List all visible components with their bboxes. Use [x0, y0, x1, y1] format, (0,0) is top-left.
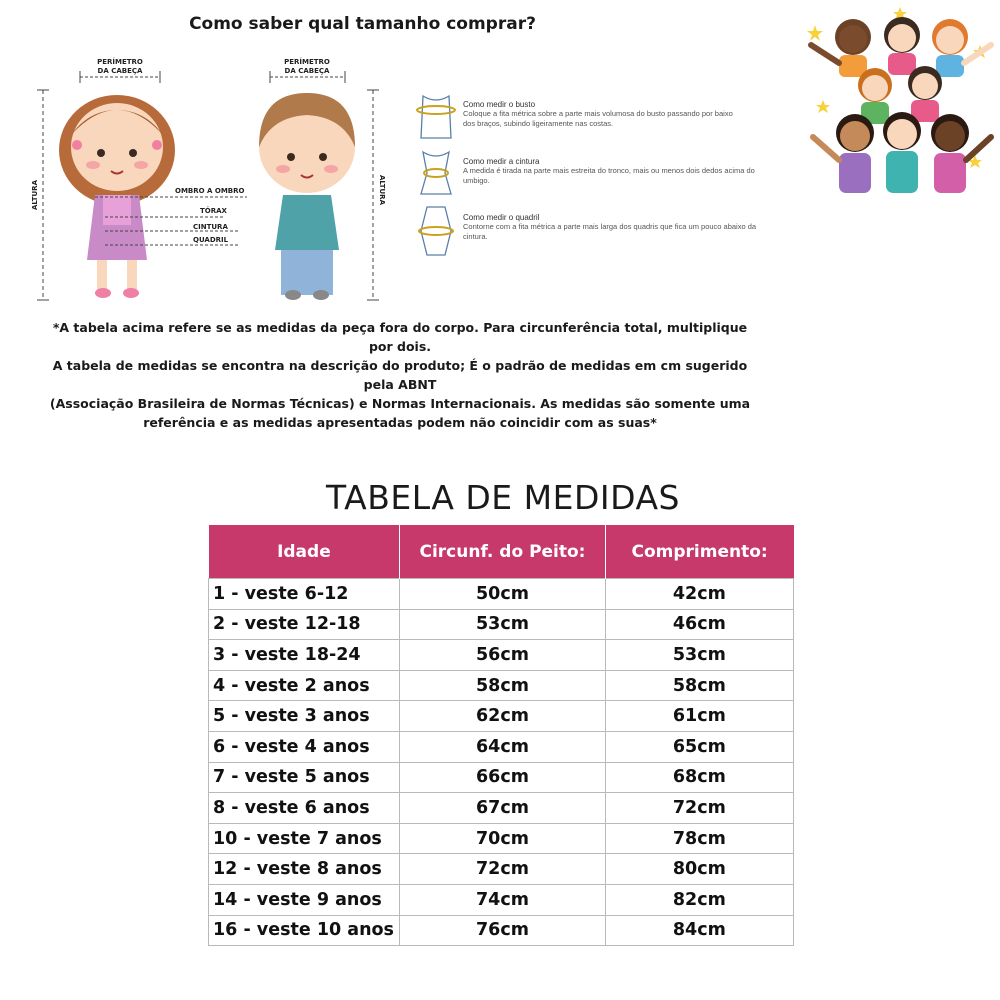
tip-hip-title: Como medir o quadril: [463, 213, 540, 222]
table-row: [209, 731, 794, 762]
bust-measure-icon: [415, 92, 457, 142]
cell-length: 72cm: [605, 793, 793, 824]
chest-label: TÓRAX: [200, 207, 227, 215]
cell-chest: 70cm: [400, 823, 605, 854]
girl-head-label: PERÍMETRO: [97, 58, 143, 66]
disclaimer-note: [40, 318, 760, 432]
waist-measure-icon: [415, 148, 457, 198]
cheering-kids-illustration: [805, 5, 995, 200]
table-row: [209, 915, 794, 946]
table-row: [209, 823, 794, 854]
table-row: [209, 793, 794, 824]
table-row: [209, 579, 794, 610]
table-row: [209, 884, 794, 915]
page-title: Como saber qual tamanho comprar?: [189, 14, 536, 34]
cell-age: 6 - veste 4 anos: [209, 731, 400, 762]
table-row: [209, 640, 794, 671]
header-chest: Circunf. do Peito:: [400, 525, 605, 579]
header-length: Comprimento:: [605, 525, 793, 579]
table-header-row: [209, 525, 794, 579]
cell-age: 7 - veste 5 anos: [209, 762, 400, 793]
cell-age: 14 - veste 9 anos: [209, 884, 400, 915]
hip-measure-icon: [415, 203, 457, 258]
cell-length: 61cm: [605, 701, 793, 732]
cell-chest: 53cm: [400, 609, 605, 640]
cell-chest: 67cm: [400, 793, 605, 824]
cell-length: 82cm: [605, 884, 793, 915]
cell-age: 4 - veste 2 anos: [209, 670, 400, 701]
cell-age: 8 - veste 6 anos: [209, 793, 400, 824]
table-row: [209, 854, 794, 885]
cell-age: 1 - veste 6-12: [209, 579, 400, 610]
table-row: [209, 762, 794, 793]
waist-label: CINTURA: [193, 223, 228, 231]
cell-age: 5 - veste 3 anos: [209, 701, 400, 732]
table-row: [209, 701, 794, 732]
cell-chest: 50cm: [400, 579, 605, 610]
cell-length: 53cm: [605, 640, 793, 671]
cell-chest: 66cm: [400, 762, 605, 793]
boy-figure: [259, 93, 355, 300]
cell-length: 80cm: [605, 854, 793, 885]
cell-age: 10 - veste 7 anos: [209, 823, 400, 854]
cell-chest: 74cm: [400, 884, 605, 915]
cell-chest: 58cm: [400, 670, 605, 701]
cell-chest: 56cm: [400, 640, 605, 671]
tip-bust: [463, 100, 763, 129]
tip-bust-text: Coloque a fita métrica sobre a parte mais volumosa do busto passando por baixo dos braços, subindo ligeiramente nas costas.: [463, 109, 733, 128]
tip-hip: [463, 213, 763, 242]
cell-age: 16 - veste 10 anos: [209, 915, 400, 946]
cell-length: 46cm: [605, 609, 793, 640]
boy-head-label: PERÍMETRO: [284, 58, 330, 66]
svg-text:DA CABEÇA: DA CABEÇA: [97, 67, 143, 75]
table-row: [209, 670, 794, 701]
svg-text:DA CABEÇA: DA CABEÇA: [284, 67, 330, 75]
cell-chest: 62cm: [400, 701, 605, 732]
table-row: [209, 609, 794, 640]
cell-length: 68cm: [605, 762, 793, 793]
disclaimer-line-2: A tabela de medidas se encontra na descrição do produto; É o padrão de medidas em cm sugerido pela ABNT: [52, 358, 748, 392]
cell-chest: 72cm: [400, 854, 605, 885]
tip-bust-title: Como medir o busto: [463, 100, 536, 109]
table-title: TABELA DE MEDIDAS: [326, 478, 680, 517]
tip-waist-text: A medida é tirada na parte mais estreita do tronco, mais ou menos dois dedos acima do umbigo.: [463, 166, 755, 185]
tip-waist: [463, 157, 763, 186]
cell-length: 58cm: [605, 670, 793, 701]
cell-chest: 64cm: [400, 731, 605, 762]
height-label-left: ALTURA: [31, 180, 39, 210]
size-table: [208, 525, 794, 946]
header-age: Idade: [209, 525, 400, 579]
shoulder-label: OMBRO A OMBRO: [175, 187, 245, 195]
disclaimer-line-1: *A tabela acima refere se as medidas da peça fora do corpo. Para circunferência total, multiplique por dois.: [52, 320, 748, 354]
kids-measurement-illustration: [25, 55, 405, 315]
disclaimer-line-4: referência e as medidas apresentadas podem não coincidir com as suas*: [143, 415, 657, 430]
tip-waist-title: Como medir a cintura: [463, 157, 540, 166]
cell-length: 65cm: [605, 731, 793, 762]
cell-age: 3 - veste 18-24: [209, 640, 400, 671]
cell-chest: 76cm: [400, 915, 605, 946]
hip-label: QUADRIL: [193, 236, 229, 244]
height-label-right: ALTURA: [378, 175, 386, 205]
disclaimer-line-3: (Associação Brasileira de Normas Técnicas) e Normas Internacionais. As medidas são somente uma: [49, 396, 751, 411]
cell-length: 84cm: [605, 915, 793, 946]
tip-hip-text: Contorne com a fita métrica a parte mais larga dos quadris que fica um pouco abaixo da cintura.: [463, 222, 757, 241]
cell-length: 42cm: [605, 579, 793, 610]
cell-age: 2 - veste 12-18: [209, 609, 400, 640]
cell-age: 12 - veste 8 anos: [209, 854, 400, 885]
cell-length: 78cm: [605, 823, 793, 854]
